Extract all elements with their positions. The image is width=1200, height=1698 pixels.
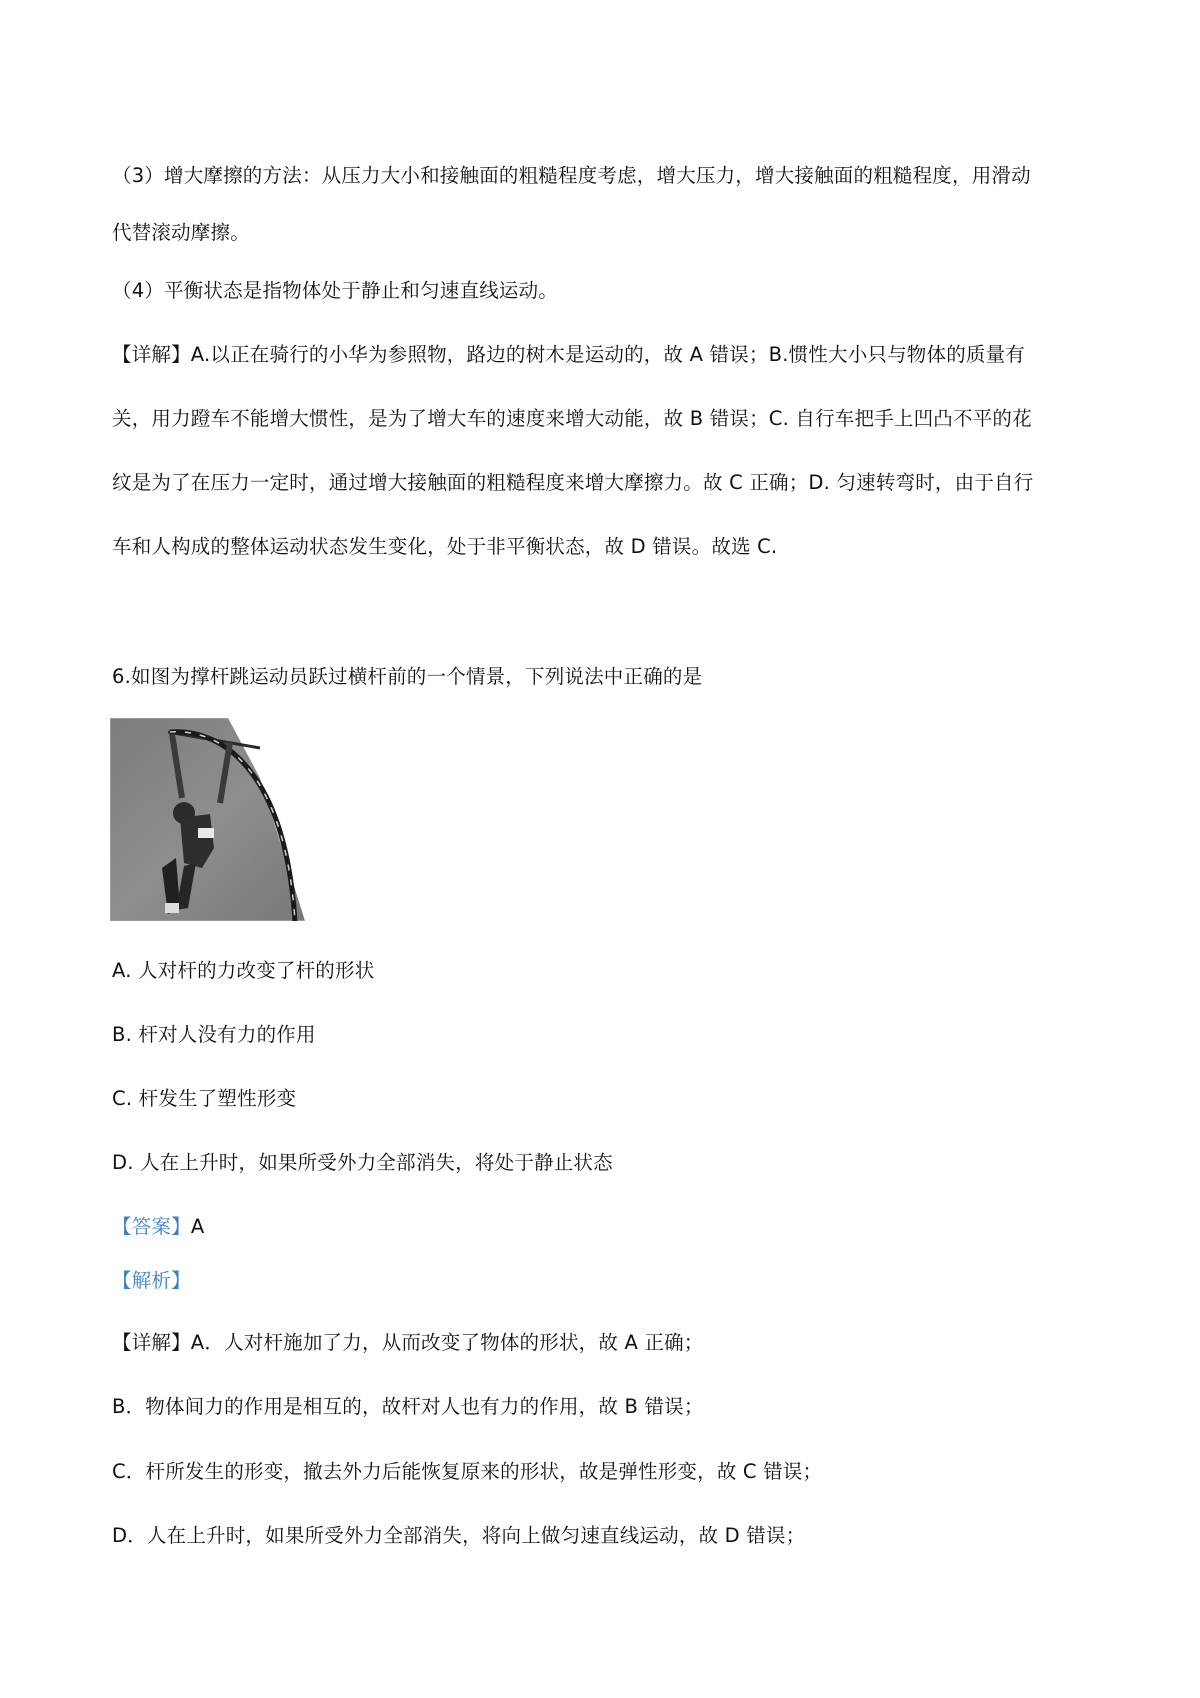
option-c: C. 杆发生了塑性形变 xyxy=(112,1087,297,1110)
option-b: B. 杆对人没有力的作用 xyxy=(112,1023,316,1046)
answer-value: A xyxy=(190,1215,205,1238)
answer-tag: 【答案】 xyxy=(112,1215,191,1238)
detail-line-d: D．人在上升时，如果所受外力全部消失，将向上做匀速直线运动，故 D 错误； xyxy=(112,1524,806,1547)
analysis-tag: 【解析】 xyxy=(112,1269,191,1292)
prev-detail-line-3: 纹是为了在压力一定时，通过增大接触面的粗糙程度来增大摩擦力。故 C 正确；D. 匀速转弯时，由于自行 xyxy=(112,471,1034,494)
analysis-point-4: （4）平衡状态是指物体处于静止和匀速直线运动。 xyxy=(112,279,559,302)
prev-detail-line-2: 关，用力蹬车不能增大惯性，是为了增大车的速度来增大动能，故 B 错误；C. 自行车把手上凹凸不平的花 xyxy=(112,407,1032,430)
option-d: D. 人在上升时，如果所受外力全部消失，将处于静止状态 xyxy=(112,1151,613,1174)
detail-line-a: 【详解】A．人对杆施加了力，从而改变了物体的形状，故 A 正确； xyxy=(112,1331,704,1354)
prev-detail-line-4: 车和人构成的整体运动状态发生变化，处于非平衡状态，故 D 错误。故选 C. xyxy=(112,535,778,558)
detail-line-b: B．物体间力的作用是相互的，故杆对人也有力的作用，故 B 错误； xyxy=(112,1395,704,1418)
pole-vault-photo xyxy=(110,718,320,921)
prev-detail-line-1: 【详解】A.以正在骑行的小华为参照物，路边的树木是运动的，故 A 错误；B.惯性大小只与物体的质量有 xyxy=(112,343,1026,366)
detail-line-c: C．杆所发生的形变，撤去外力后能恢复原来的形状，故是弹性形变，故 C 错误； xyxy=(112,1460,823,1483)
question-6-stem: 6.如图为撑杆跳运动员跃过横杆前的一个情景，下列说法中正确的是 xyxy=(112,665,703,688)
option-a: A. 人对杆的力改变了杆的形状 xyxy=(112,959,375,982)
analysis-point-3-line-1: （3）增大摩擦的方法：从压力大小和接触面的粗糙程度考虑，增大压力，增大接触面的粗糙程度，用滑动 xyxy=(112,164,1031,187)
answer-line xyxy=(112,1214,204,1240)
analysis-point-3-line-2: 代替滚动摩擦。 xyxy=(112,221,250,244)
